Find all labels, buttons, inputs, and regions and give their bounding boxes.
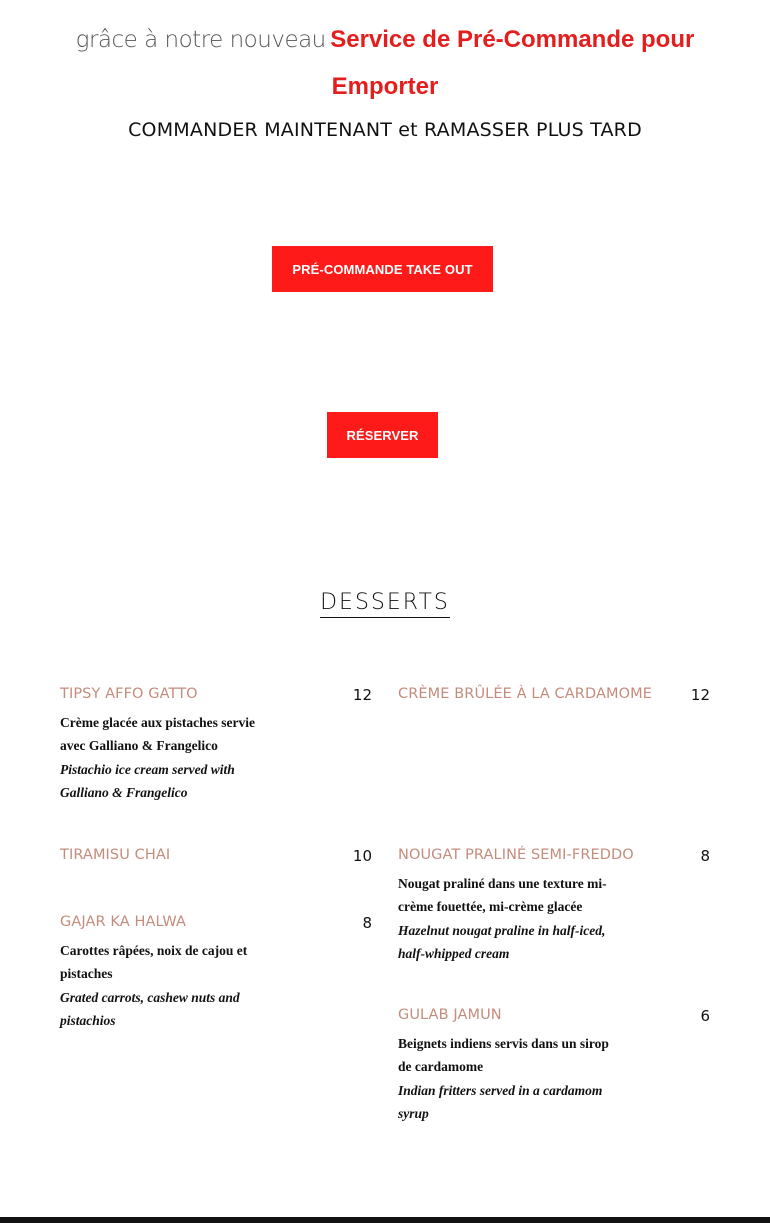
- menu-item-desc-en: Indian fritters served in a cardamom syrup: [398, 1082, 603, 1121]
- footer-bar: [0, 1217, 770, 1223]
- menu-item: [398, 1007, 710, 1125]
- menu-item-name: GAJAR KA HALWA: [60, 914, 186, 930]
- menu-item-name: CRÈME BRÛLÉE À LA CARDAMOME: [398, 686, 653, 702]
- menu-item-name: TIPSY AFFO GATTO: [60, 686, 198, 702]
- intro-highlight: Service de Pré-Commande pour: [330, 26, 695, 53]
- menu-item-desc-en: Grated carrots, cashew nuts and pistachios: [60, 989, 240, 1028]
- menu-item-price: 10: [352, 847, 372, 865]
- menu-item: [398, 847, 710, 965]
- menu-item-desc-fr: Carottes râpées, noix de cajou et pistaches: [60, 943, 248, 982]
- menu-item-desc-en: Pistachio ice cream served with Galliano & Frangelico: [60, 761, 235, 800]
- menu-item-desc-fr: Nougat praliné dans une texture mi-crème fouettée, mi-crème glacée: [398, 876, 607, 915]
- menu-item-desc-fr: Crème glacée aux pistaches servie avec Galliano & Frangelico: [60, 715, 255, 754]
- desserts-section-title: [0, 590, 770, 615]
- menu-item-name: NOUGAT PRALINÉ SEMI-FREDDO: [398, 847, 634, 863]
- reserve-button[interactable]: RÉSERVER: [327, 412, 438, 458]
- menu-item-desc-fr: Beignets indiens servis dans un sirop de cardamome: [398, 1036, 609, 1075]
- menu-item-price: 6: [700, 1007, 710, 1025]
- menu-item-name: TIRAMISU CHAI: [60, 847, 171, 863]
- order-now-subheading: COMMANDER MAINTENANT et RAMASSER PLUS TARD: [128, 119, 642, 141]
- menu-item-price: 8: [700, 847, 710, 865]
- intro-lead: grâce à notre nouveau: [75, 27, 326, 53]
- intro-highlight-line2: Emporter: [331, 73, 439, 100]
- menu-item-desc-en: Hazelnut nougat praline in half-iced, half-whipped cream: [398, 922, 606, 961]
- section-title-text: DESSERTS: [320, 590, 450, 618]
- menu-item: [60, 914, 372, 1032]
- intro-heading: [0, 18, 770, 112]
- menu-item: [60, 686, 372, 804]
- menu-item-name: GULAB JAMUN: [398, 1007, 502, 1023]
- menu-item-price: 12: [352, 686, 372, 704]
- preorder-takeout-button[interactable]: PRÉ-COMMANDE TAKE OUT: [272, 246, 493, 292]
- menu-item-price: 8: [362, 914, 372, 932]
- menu-item: [398, 686, 710, 702]
- menu-item: [60, 847, 372, 863]
- menu-item-price: 12: [690, 686, 710, 704]
